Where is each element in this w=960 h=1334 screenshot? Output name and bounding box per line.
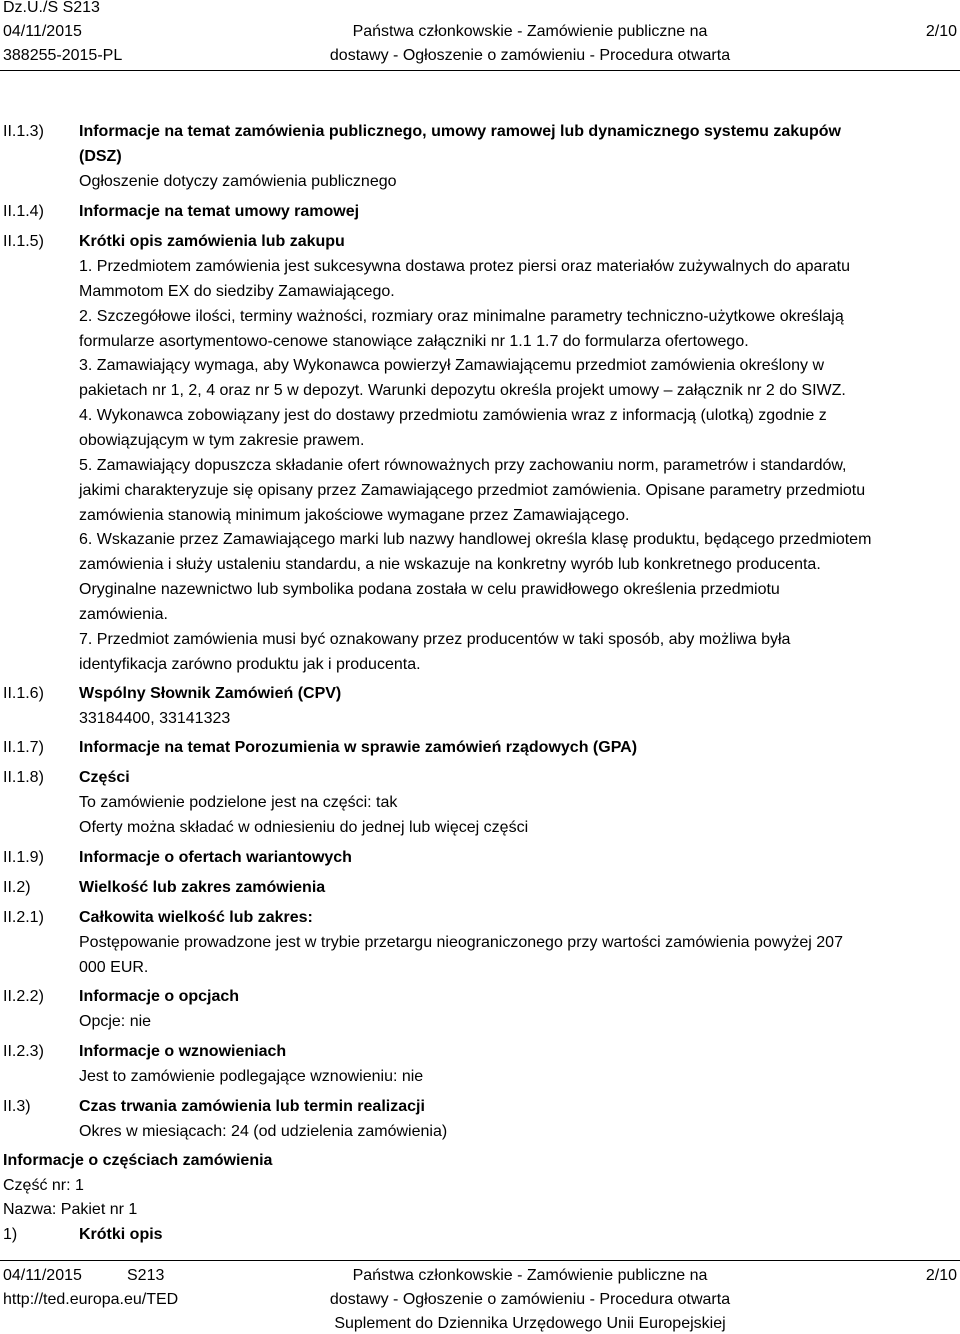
section-heading: Informacje na temat Porozumienia w sprawie zamówień rządowych (GPA)	[79, 739, 638, 756]
section-heading: Wspólny Słownik Zamówień (CPV)	[79, 685, 342, 702]
lot-number: Część nr: 1	[3, 1177, 84, 1194]
footer-title-line2: dostawy - Ogłoszenie o zamówieniu - Procedura otwarta	[329, 1291, 731, 1308]
body-text: 2. Szczegółowe ilości, terminy ważności, rozmiary oraz minimalne parametry techniczno-użytkowe określają	[79, 308, 844, 325]
section-heading: Informacje o ofertach wariantowych	[79, 849, 352, 866]
body-text: zamówienia stanowią minimum jakościowe wymagane przez Zamawiającego.	[79, 507, 630, 524]
section-label: II.1.9)	[3, 849, 44, 866]
body-text: 1. Przedmiotem zamówienia jest sukcesywna dostawa protez piersi oraz materiałów zużywalnych do aparatu	[79, 258, 851, 275]
body-text: Okres w miesiącach: 24 (od udzielenia zamówienia)	[79, 1123, 448, 1140]
header-notice-number: 388255-2015-PL	[3, 47, 123, 64]
section-heading: Informacje na temat zamówienia publicznego, umowy ramowej lub dynamicznego systemu zakupów	[79, 123, 841, 140]
body-text: To zamówienie podzielone jest na części: tak	[79, 794, 398, 811]
body-text: 3. Zamawiający wymaga, aby Wykonawca powierzył Zamawiającemu przedmiot zamówienia określony w	[79, 357, 825, 374]
body-text: Oryginalne nazewnictwo lub symbolika podana została w celu prawidłowego określenia przedmiotu	[79, 581, 780, 598]
body-text: pakietach nr 1, 2, 4 oraz nr 5 w depozyt. Warunki depozytu określa projekt umowy – załącznik nr 2 do SIWZ.	[79, 382, 846, 399]
header-date: 04/11/2015	[3, 23, 82, 40]
body-text: identyfikacja zarówno produktu jak i producenta.	[79, 656, 421, 673]
body-text: 7. Przedmiot zamówienia musi być oznakowany przez producentów w taki sposób, aby możliwa była	[79, 631, 791, 648]
footer-date: 04/11/2015	[3, 1267, 82, 1284]
section-label: II.2.3)	[3, 1043, 44, 1060]
body-text: zamówienia.	[79, 606, 168, 623]
section-label: II.1.7)	[3, 739, 44, 756]
section-label: II.1.8)	[3, 769, 44, 786]
section-heading: Informacje na temat umowy ramowej	[79, 203, 360, 220]
footer-title-line1: Państwa członkowskie - Zamówienie publiczne na	[352, 1267, 708, 1284]
cpv-codes: 33184400, 33141323	[79, 710, 231, 727]
header-title-line1: Państwa członkowskie - Zamówienie publiczne na	[352, 23, 708, 40]
header-page-number: 2/10	[925, 23, 957, 40]
section-heading: Informacje o opcjach	[79, 988, 240, 1005]
section-heading: Całkowita wielkość lub zakres:	[79, 909, 313, 926]
header-divider	[0, 70, 960, 71]
section-label: II.3)	[3, 1098, 31, 1115]
section-label: II.2.1)	[3, 909, 44, 926]
header-title-line2: dostawy - Ogłoszenie o zamówieniu - Procedura otwarta	[329, 47, 731, 64]
section-heading: Czas trwania zamówienia lub termin realizacji	[79, 1098, 425, 1115]
section-label: II.1.4)	[3, 203, 44, 220]
footer-page-number: 2/10	[925, 1267, 957, 1284]
header-journal-ref: Dz.U./S S213	[3, 0, 100, 16]
body-text: jakimi charakteryzuje się opisany przez Zamawiającego przedmiot zamówienia. Opisane parametry przedmiotu	[79, 482, 866, 499]
section-heading: Informacje o wznowieniach	[79, 1043, 287, 1060]
section-label: II.1.3)	[3, 123, 44, 140]
section-label: II.2.2)	[3, 988, 44, 1005]
body-text: formularze asortymentowo-cenowe stanowiące załączniki nr 1.1 1.7 do formularza ofertowego.	[79, 333, 749, 350]
footer-title-line3: Suplement do Dziennika Urzędowego Unii Europejskiej	[334, 1315, 726, 1332]
body-text: 000 EUR.	[79, 959, 149, 976]
section-heading: Informacje o częściach zamówienia	[3, 1152, 273, 1169]
footer-url[interactable]: http://ted.europa.eu/TED	[3, 1291, 179, 1308]
body-text: Oferty można składać w odniesieniu do jednej lub więcej części	[79, 819, 529, 836]
body-text: zamówienia i służy ustaleniu standardu, a nie wskazuje na konkretny wyrób lub konkretnego producenta.	[79, 556, 821, 573]
section-heading: Wielkość lub zakres zamówienia	[79, 879, 326, 896]
body-text: 4. Wykonawca zobowiązany jest do dostawy przedmiotu zamówienia wraz z informacją (ulotką) zgodnie z	[79, 407, 827, 424]
section-heading: (DSZ)	[79, 148, 122, 165]
section-heading: Krótki opis zamówienia lub zakupu	[79, 233, 345, 250]
body-text: Ogłoszenie dotyczy zamówienia publicznego	[79, 173, 397, 190]
body-text: Opcje: nie	[79, 1013, 152, 1030]
section-heading: Krótki opis	[79, 1226, 163, 1243]
section-label: II.1.6)	[3, 685, 44, 702]
body-text: obowiązującym w tym zakresie prawem.	[79, 432, 365, 449]
body-text: 6. Wskazanie przez Zamawiającego marki lub nazwy handlowej określa klasę produktu, będącego przedmiotem	[79, 531, 872, 548]
section-label: II.1.5)	[3, 233, 44, 250]
lot-name: Nazwa: Pakiet nr 1	[3, 1201, 138, 1218]
body-text: Jest to zamówienie podlegające wznowieniu: nie	[79, 1068, 424, 1085]
section-label: 1)	[3, 1226, 18, 1243]
body-text: Postępowanie prowadzone jest w trybie przetargu nieograniczonego przy wartości zamówienia powyżej 207	[79, 934, 843, 951]
footer-code: S213	[127, 1267, 165, 1284]
section-label: II.2)	[3, 879, 31, 896]
footer-divider	[0, 1260, 960, 1261]
section-heading: Części	[79, 769, 130, 786]
body-text: 5. Zamawiający dopuszcza składanie ofert równoważnych przy zachowaniu norm, parametrów i standardów,	[79, 457, 847, 474]
body-text: Mammotom EX do siedziby Zamawiającego.	[79, 283, 395, 300]
